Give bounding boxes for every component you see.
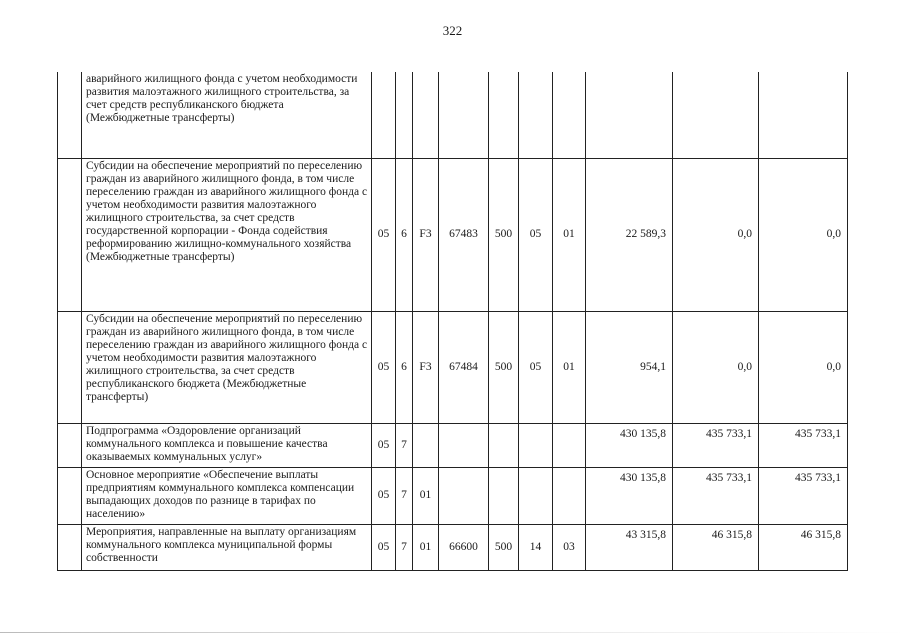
amount-year-1: 954,1	[586, 311, 673, 423]
row-number-cell	[58, 311, 82, 423]
code-expense-type	[489, 423, 519, 467]
amount-year-2: 0,0	[673, 158, 759, 311]
code-direction: 66600	[439, 524, 489, 570]
code-podrazdel: 03	[553, 524, 586, 570]
code-razdel: 05	[519, 311, 553, 423]
code-podrazdel	[553, 72, 586, 158]
code-razdel: 14	[519, 524, 553, 570]
code-section: 05	[372, 158, 396, 311]
item-name: аварийного жилищного фонда с учетом необходимости развития малоэтажного жилищного строительства, за счет средств республиканского бюджета (Межбюджетные трансферты)	[82, 72, 372, 158]
code-expense-type: 500	[489, 158, 519, 311]
amount-year-3: 435 733,1	[759, 423, 848, 467]
amount-year-1: 430 135,8	[586, 423, 673, 467]
amount-year-1: 43 315,8	[586, 524, 673, 570]
row-number-cell	[58, 158, 82, 311]
amount-year-1: 22 589,3	[586, 158, 673, 311]
code-program: 7	[396, 467, 413, 524]
code-expense-type	[489, 72, 519, 158]
table-row	[58, 524, 848, 570]
code-direction: 67484	[439, 311, 489, 423]
row-number-cell	[58, 423, 82, 467]
code-razdel	[519, 72, 553, 158]
code-podrazdel	[553, 467, 586, 524]
code-expense-type: 500	[489, 311, 519, 423]
code-program: 7	[396, 524, 413, 570]
code-subprogram: F3	[413, 158, 439, 311]
row-number-cell	[58, 72, 82, 158]
code-subprogram	[413, 72, 439, 158]
amount-year-2: 46 315,8	[673, 524, 759, 570]
code-subprogram: 01	[413, 524, 439, 570]
amount-year-1	[586, 72, 673, 158]
row-number-cell	[58, 467, 82, 524]
table-row	[58, 467, 848, 524]
code-direction	[439, 423, 489, 467]
code-program: 7	[396, 423, 413, 467]
row-number-cell	[58, 524, 82, 570]
code-program: 6	[396, 311, 413, 423]
amount-year-3: 435 733,1	[759, 467, 848, 524]
code-program: 6	[396, 158, 413, 311]
item-name: Основное мероприятие «Обеспечение выплаты предприятиям коммунального комплекса компенсации выпадающих доходов по разнице в тарифах по населению»	[82, 467, 372, 524]
code-section: 05	[372, 423, 396, 467]
table-row	[58, 158, 848, 311]
code-direction	[439, 72, 489, 158]
code-expense-type: 500	[489, 524, 519, 570]
amount-year-3	[759, 72, 848, 158]
amount-year-3: 0,0	[759, 311, 848, 423]
code-program	[396, 72, 413, 158]
amount-year-3: 0,0	[759, 158, 848, 311]
amount-year-2: 435 733,1	[673, 423, 759, 467]
amount-year-2: 0,0	[673, 311, 759, 423]
code-section: 05	[372, 311, 396, 423]
item-name: Мероприятия, направленные на выплату организациям коммунального комплекса муниципальной формы собственности	[82, 524, 372, 570]
code-section: 05	[372, 467, 396, 524]
code-direction	[439, 467, 489, 524]
code-razdel	[519, 467, 553, 524]
code-podrazdel	[553, 423, 586, 467]
code-razdel: 05	[519, 158, 553, 311]
code-podrazdel: 01	[553, 311, 586, 423]
code-subprogram	[413, 423, 439, 467]
item-name: Подпрограмма «Оздоровление организаций коммунального комплекса и повышение качества оказываемых коммунальных услуг»	[82, 423, 372, 467]
item-name: Субсидии на обеспечение мероприятий по переселению граждан из аварийного жилищного фонда, в том числе переселению граждан из аварийного жилищного фонда с учетом необходимости развития малоэтажного жилищного строительства, за счет средств республиканского бюджета (Межбюджетные трансферты)	[82, 311, 372, 423]
table-row	[58, 311, 848, 423]
table-row	[58, 72, 848, 158]
code-direction: 67483	[439, 158, 489, 311]
code-razdel	[519, 423, 553, 467]
amount-year-2	[673, 72, 759, 158]
amount-year-1: 430 135,8	[586, 467, 673, 524]
page-number: 322	[442, 23, 463, 38]
code-section	[372, 72, 396, 158]
budget-table	[57, 72, 848, 571]
scan-edge-line	[0, 632, 905, 633]
table-row	[58, 423, 848, 467]
code-expense-type	[489, 467, 519, 524]
code-section: 05	[372, 524, 396, 570]
amount-year-3: 46 315,8	[759, 524, 848, 570]
code-subprogram: F3	[413, 311, 439, 423]
amount-year-2: 435 733,1	[673, 467, 759, 524]
code-subprogram: 01	[413, 467, 439, 524]
item-name: Субсидии на обеспечение мероприятий по переселению граждан из аварийного жилищного фонда, в том числе переселению граждан из аварийного жилищного фонда с учетом необходимости развития малоэтажного жилищного строительства, за счет средств государственной корпорации - Фонда содействия реформированию жилищно-коммунального хозяйства (Межбюджетные трансферты)	[82, 158, 372, 311]
code-podrazdel: 01	[553, 158, 586, 311]
